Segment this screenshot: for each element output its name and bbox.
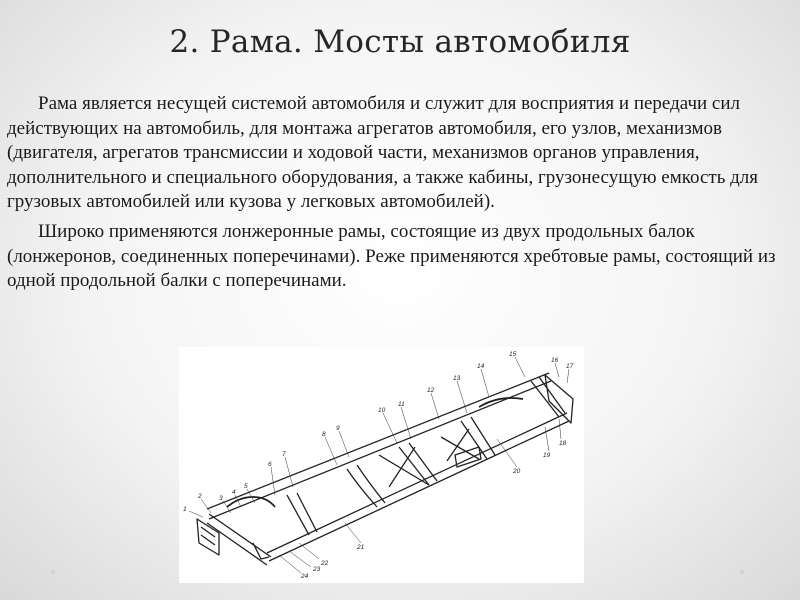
frame-illustration bbox=[179, 347, 584, 583]
callout-20: 20 bbox=[513, 468, 521, 475]
callout-2: 2 bbox=[198, 493, 202, 500]
slide-title: 2. Рама. Мосты автомобиля bbox=[169, 24, 631, 60]
paragraph-frame-types: Широко применяются лонжеронные рамы, состоящие из двух продольных балок (лонжеронов, соединенных поперечинами). Реже применяются хребтовые рамы, состоящий из одной продольной балки с поперечинами. bbox=[7, 220, 776, 292]
paragraph-frame-definition: Рама является несущей системой автомобиля и служит для восприятия и передачи сил действующих на автомобиль, для монтажа агрегатов автомобиля, его узлов, механизмов (двигателя, агрегатов трансмиссии и ходовой части, механизмов органов управления, дополнительного и специального оборудования, а также кабины, грузонесущую емкость для грузовых автомобилей или кузова у легковых автомобилей). bbox=[7, 93, 759, 213]
callout-15: 15 bbox=[509, 351, 517, 358]
callout-18: 18 bbox=[559, 440, 567, 447]
callout-11: 11 bbox=[398, 401, 405, 408]
ladder-frame-drawing bbox=[179, 347, 584, 583]
callout-7: 7 bbox=[282, 451, 286, 458]
callout-13: 13 bbox=[453, 375, 461, 382]
cross-member bbox=[207, 514, 271, 565]
callout-3: 3 bbox=[219, 495, 223, 502]
callout-12: 12 bbox=[427, 387, 435, 394]
next-slide-button[interactable]: ◦ bbox=[738, 566, 746, 579]
callout-21: 21 bbox=[357, 544, 365, 551]
callout-14: 14 bbox=[477, 363, 485, 370]
callout-19: 19 bbox=[543, 452, 551, 459]
cross-member bbox=[287, 493, 317, 535]
callout-23: 23 bbox=[313, 566, 321, 573]
spring-rear bbox=[479, 398, 523, 407]
callout-16: 16 bbox=[551, 357, 559, 364]
callout-9: 9 bbox=[336, 425, 340, 432]
callout-24: 24 bbox=[301, 573, 309, 580]
slide-body bbox=[7, 92, 793, 299]
callout-1: 1 bbox=[183, 506, 187, 513]
callout-17: 17 bbox=[566, 363, 574, 370]
callout-5: 5 bbox=[244, 483, 248, 490]
cross-member bbox=[461, 417, 495, 459]
prev-slide-button[interactable]: ◦ bbox=[49, 566, 57, 579]
callout-10: 10 bbox=[378, 407, 386, 414]
x-brace bbox=[379, 429, 479, 487]
callout-8: 8 bbox=[322, 431, 326, 438]
callout-4: 4 bbox=[232, 489, 236, 496]
callout-22: 22 bbox=[321, 560, 329, 567]
callout-6: 6 bbox=[268, 461, 272, 468]
